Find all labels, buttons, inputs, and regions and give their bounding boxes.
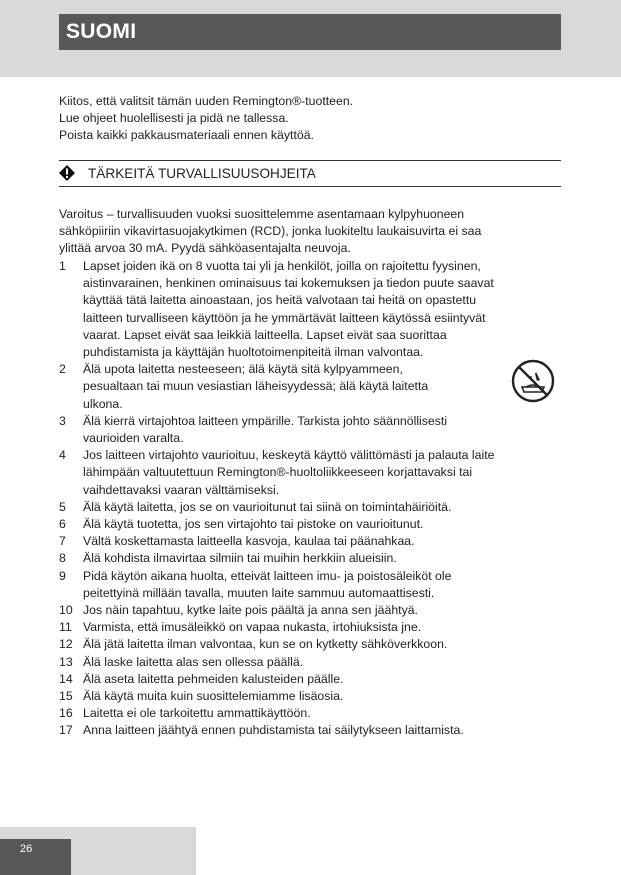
item-number: 7 [59, 534, 66, 549]
intro-line: Kiitos, että valitsit tämän uuden Remington®-tuotteen. [59, 94, 354, 108]
item-number: 12 [59, 637, 73, 652]
page-number: 26 [0, 839, 71, 875]
safety-instructions-list [59, 258, 565, 740]
item-text-line: peitettyinä millään tavalla, muuten laite sammuu automaattisesti. [83, 585, 435, 600]
item-text-line: vaihdettavaksi vaaran välttämiseksi. [83, 482, 280, 497]
item-text-line: vaarat. Lapset eivät saa leikkiä laitteella. Lapset eivät saa suorittaa [83, 327, 447, 342]
item-number: 1 [59, 259, 66, 273]
item-text-line: Älä käytä tuotetta, jos sen virtajohto tai pistoke on vaurioitunut. [83, 517, 424, 532]
warning-line: sähköpiiriin vikavirtasuojakytkimen (RCD), jonka luokiteltu laukaisuvirta ei saa [59, 224, 482, 239]
list-item [59, 568, 565, 602]
section-rule-top [59, 160, 561, 161]
list-item [59, 722, 565, 739]
item-text-line: Älä käytä muita kuin suosittelemiamme lisäosia. [83, 689, 344, 704]
item-text-line: Älä kohdista ilmavirtaa silmiin tai muihin herkkiin alueisiin. [83, 551, 397, 566]
list-item [59, 258, 565, 361]
item-number: 16 [59, 706, 73, 721]
item-text-line: Älä jätä laitetta ilman valvontaa, kun se on kytketty sähköverkkoon. [83, 637, 448, 652]
item-number: 8 [59, 551, 66, 566]
item-text-line: pesualtaan tai muun vesiastian läheisyydessä; älä käytä laitetta [83, 379, 429, 394]
item-number: 9 [59, 568, 66, 583]
item-number: 6 [59, 517, 66, 532]
item-text-line: Älä kierrä virtajohtoa laitteen ympärille. Tarkista johto säännöllisesti [83, 413, 448, 428]
warning-line: Varoitus – turvallisuuden vuoksi suosittelemme asentamaan kylpyhuoneen [59, 207, 465, 221]
warning-diamond-icon [59, 165, 75, 181]
item-text-line: Varmista, että imusäleikkö on vapaa nukasta, irtohiuksista jne. [83, 620, 422, 635]
item-number: 4 [59, 448, 66, 463]
intro-text [59, 93, 561, 145]
item-text-line: laitteen turvalliseen käyttöön ja he ymmärtävät laitteen käytössä esiintyvät [83, 310, 486, 325]
item-number: 14 [59, 671, 73, 686]
intro-line: Lue ohjeet huolellisesti ja pidä ne tallessa. [59, 111, 289, 126]
item-text-line: lähimpään valtuutettuun Remington®-huoltoliikkeeseen korjattavaksi tai [83, 465, 473, 480]
list-item [59, 619, 565, 636]
item-text-line: Älä käytä laitetta, jos se on vaurioitunut tai siinä on toimintahäiriöitä. [83, 499, 452, 514]
item-text-line: vaurioiden varalta. [83, 431, 184, 446]
item-text-line: Laitetta ei ole tarkoitettu ammattikäyttöön. [83, 706, 311, 721]
item-number: 10 [59, 603, 73, 618]
list-item [59, 671, 565, 688]
item-text-line: Älä aseta laitetta pehmeiden kalusteiden päälle. [83, 671, 344, 686]
list-item [59, 533, 565, 550]
item-text-line: aistinvarainen, henkinen ominaisuus tai kokemuksen ja tiedon puute saavat [83, 276, 494, 291]
no-water-use-icon [510, 358, 556, 404]
rcd-warning [59, 206, 561, 258]
list-item [59, 550, 565, 567]
list-item [59, 361, 565, 413]
list-item [59, 602, 565, 619]
item-number: 17 [59, 723, 73, 738]
section-rule-bottom [59, 186, 561, 187]
section-title: TÄRKEITÄ TURVALLISUUSOHJEITA [88, 166, 316, 181]
item-text-line: Älä laske laitetta alas sen ollessa päällä. [83, 654, 304, 669]
list-item [59, 516, 565, 533]
list-item [59, 413, 565, 447]
list-item [59, 654, 565, 671]
item-number: 5 [59, 499, 66, 514]
item-text-line: Älä upota laitetta nesteeseen; älä käytä sitä kylpyammeen, [83, 362, 403, 377]
list-item [59, 499, 565, 516]
list-item [59, 688, 565, 705]
item-text-line: Lapset joiden ikä on 8 vuotta tai yli ja henkilöt, joilla on rajoitettu fyysinen, [83, 259, 481, 273]
item-text-line: Vältä koskettamasta laitteella kasvoja, kaulaa tai päänahkaa. [83, 534, 415, 549]
item-text-line: Jos laitteen virtajohto vaurioituu, keskeytä käyttö välittömästi ja palauta laite [83, 448, 495, 463]
item-text-line: puhdistamista ja käyttäjän huoltotoimenpiteitä ilman valvontaa. [83, 345, 424, 360]
list-item [59, 447, 565, 499]
item-text-line: ulkona. [83, 396, 123, 411]
item-number: 2 [59, 362, 66, 377]
item-number: 11 [59, 620, 72, 635]
item-text-line: käyttää tätä laitetta ainoastaan, jos heitä valvotaan tai heitä on opastettu [83, 293, 477, 308]
language-header: SUOMI [59, 14, 561, 50]
item-number: 3 [59, 413, 66, 428]
list-item [59, 705, 565, 722]
warning-line: ylittää arvoa 30 mA. Pyydä sähköasentajalta neuvoja. [59, 241, 351, 256]
intro-line: Poista kaikki pakkausmateriaali ennen käyttöä. [59, 128, 314, 143]
item-number: 15 [59, 689, 73, 704]
item-text-line: Pidä käytön aikana huolta, etteivät laitteen imu- ja poistosäleiköt ole [83, 568, 452, 583]
item-text-line: Jos näin tapahtuu, kytke laite pois päältä ja anna sen jäähtyä. [83, 603, 418, 618]
item-text-line: Anna laitteen jäähtyä ennen puhdistamista tai säilytykseen laittamista. [83, 723, 464, 738]
list-item [59, 636, 565, 653]
item-number: 13 [59, 654, 73, 669]
